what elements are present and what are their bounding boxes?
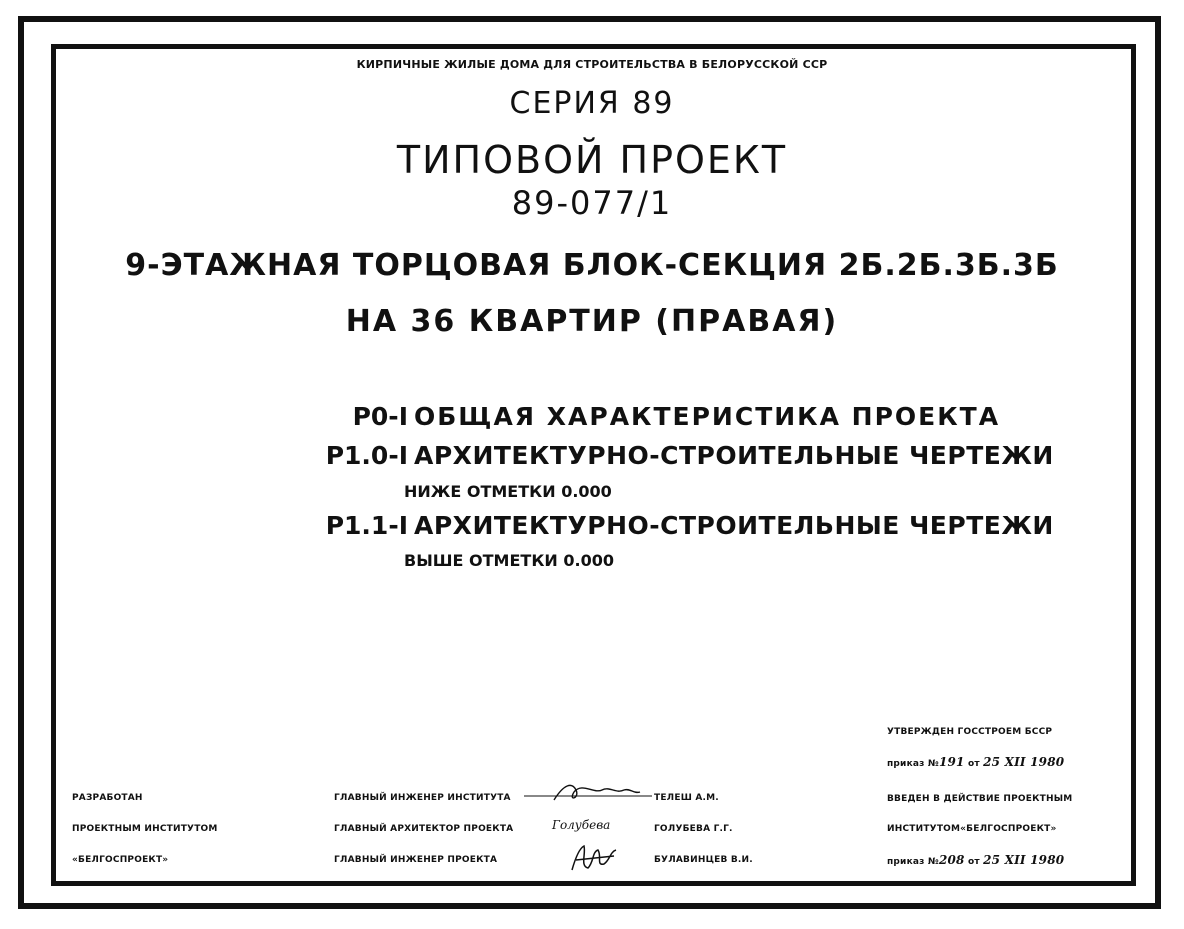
signature-2: Голубева xyxy=(552,818,611,832)
project-number: 89-077/1 xyxy=(511,184,673,222)
signatory-name-3: БУЛАВИНЦЕВ В.И. xyxy=(654,855,753,865)
order1-date: 25 XII 1980 xyxy=(983,755,1065,769)
project-name-line2: НА 36 КВАРТИР (ПРАВАЯ) xyxy=(345,304,839,339)
approval-order-2 xyxy=(887,853,1064,867)
institute-text: ИНСТИТУТОМ«БЕЛГОСПРОЕКТ» xyxy=(887,824,1057,834)
signature-1 xyxy=(524,780,654,806)
signatory-name-1: ТЕЛЕШ А.М. xyxy=(654,793,719,803)
project-type-title: ТИПОВОЙ ПРОЕКТ xyxy=(396,138,788,182)
contents-code-2: Р1.0-I xyxy=(325,441,408,470)
contents-code-3: Р1.1-I xyxy=(325,511,408,540)
signatory-position-3: ГЛАВНЫЙ ИНЖЕНЕР ПРОЕКТА xyxy=(334,855,498,865)
order1-prefix: приказ № xyxy=(887,759,939,769)
order1-mid: от xyxy=(967,759,980,769)
order2-date: 25 XII 1980 xyxy=(983,853,1065,867)
signatory-position-1: ГЛАВНЫЙ ИНЖЕНЕР ИНСТИТУТА xyxy=(334,793,511,803)
project-name-line1: 9-ЭТАЖНАЯ ТОРЦОВАЯ БЛОК-СЕКЦИЯ 2Б.2Б.3Б.3Б xyxy=(125,248,1059,283)
approval-order-1 xyxy=(887,755,1064,769)
order2-mid: от xyxy=(967,857,980,867)
order1-number: 191 xyxy=(938,755,965,769)
supertitle: КИРПИЧНЫЕ ЖИЛЫЕ ДОМА ДЛЯ СТРОИТЕЛЬСТВА В БЕЛОРУССКОЙ ССР xyxy=(356,58,828,71)
order2-number: 208 xyxy=(938,853,965,867)
signatory-name-2: ГОЛУБЕВА Г.Г. xyxy=(654,824,733,834)
contents-code-1: Р0-I xyxy=(352,402,408,431)
signature-3 xyxy=(566,842,622,874)
contents-subtitle-3: ВЫШЕ ОТМЕТКИ 0.000 xyxy=(404,551,614,570)
order2-prefix: приказ № xyxy=(887,857,939,867)
developer-line3: «БЕЛГОСПРОЕКТ» xyxy=(72,855,169,865)
contents-title-3: АРХИТЕКТУРНО-СТРОИТЕЛЬНЫЕ ЧЕРТЕЖИ xyxy=(414,511,1054,540)
approval-text: УТВЕРЖДЕН ГОССТРОЕМ БССР xyxy=(887,727,1053,737)
contents-title-1: ОБЩАЯ ХАРАКТЕРИСТИКА ПРОЕКТА xyxy=(414,402,1001,431)
contents-subtitle-2: НИЖЕ ОТМЕТКИ 0.000 xyxy=(404,482,612,501)
developer-line1: РАЗРАБОТАН xyxy=(72,793,143,803)
introduction-text: ВВЕДЕН В ДЕЙСТВИЕ ПРОЕКТНЫМ xyxy=(887,794,1073,804)
developer-line2: ПРОЕКТНЫМ ИНСТИТУТОМ xyxy=(72,824,218,834)
contents-title-2: АРХИТЕКТУРНО-СТРОИТЕЛЬНЫЕ ЧЕРТЕЖИ xyxy=(414,441,1054,470)
signatory-position-2: ГЛАВНЫЙ АРХИТЕКТОР ПРОЕКТА xyxy=(334,824,514,834)
series-title: СЕРИЯ 89 xyxy=(509,86,675,121)
